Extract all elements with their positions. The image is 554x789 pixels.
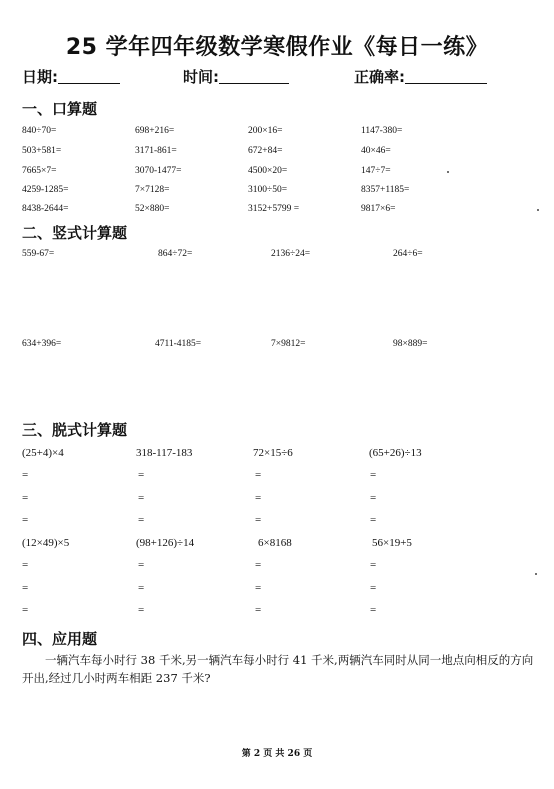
equals-sign: = — [138, 582, 145, 594]
oral-problem: 3100÷50= — [248, 185, 288, 195]
time-field — [183, 66, 289, 87]
stepwise-expression: (25+4)×4 — [22, 447, 64, 459]
oral-problem: 1147-380= — [361, 126, 403, 136]
oral-problem: 3070-1477= — [135, 166, 182, 176]
page-footer: 第 2 页 共 26 页 — [241, 749, 313, 759]
time-label: 时间: — [183, 68, 219, 86]
equals-sign: = — [138, 514, 145, 526]
equals-sign: = — [255, 469, 262, 481]
oral-problem: 147÷7= — [361, 166, 391, 176]
oral-problem: 8438-2644= — [22, 204, 69, 214]
equals-sign: = — [255, 582, 262, 594]
oral-problem: 3152+5799 = — [248, 204, 300, 214]
date-field — [22, 66, 120, 87]
vertical-problem: 864÷72= — [158, 249, 193, 259]
oral-problem: 698+216= — [135, 126, 175, 136]
accuracy-field — [354, 66, 487, 87]
equals-sign: = — [255, 559, 262, 571]
section-vertical-heading: 二、竖式计算题 — [22, 224, 128, 242]
equals-sign: = — [255, 514, 262, 526]
stepwise-expression: 6×8168 — [258, 537, 292, 549]
vertical-problem: 98×889= — [393, 339, 428, 349]
oral-problem: 200×16= — [248, 126, 283, 136]
vertical-problem: 634+396= — [22, 339, 62, 349]
date-blank — [58, 69, 120, 84]
equals-sign: = — [255, 604, 262, 616]
vertical-problem: 4711-4185= — [155, 339, 202, 349]
equals-sign: = — [138, 559, 145, 571]
scan-speck — [447, 171, 449, 173]
oral-problem: 40×46= — [361, 146, 391, 156]
stepwise-expression: (65+26)÷13 — [369, 447, 422, 459]
equals-sign: = — [22, 559, 29, 571]
equals-sign: = — [370, 514, 377, 526]
oral-problem: 7×7128= — [135, 185, 170, 195]
vertical-problem: 264÷6= — [393, 249, 423, 259]
vertical-problem: 2136÷24= — [271, 249, 311, 259]
oral-problem: 672+84= — [248, 146, 283, 156]
equals-sign: = — [22, 604, 29, 616]
oral-problem: 503+581= — [22, 146, 62, 156]
oral-problem: 52×880= — [135, 204, 170, 214]
equals-sign: = — [370, 492, 377, 504]
oral-problem: 4259-1285= — [22, 185, 69, 195]
equals-sign: = — [22, 582, 29, 594]
equals-sign: = — [22, 492, 29, 504]
time-blank — [219, 69, 289, 84]
page-title: 25 学年四年级数学寒假作业《每日一练》 — [65, 35, 489, 60]
equals-sign: = — [255, 492, 262, 504]
stepwise-expression: (98+126)÷14 — [136, 537, 195, 549]
oral-problem: 9817×6= — [361, 204, 396, 214]
oral-problem: 7665×7= — [22, 166, 57, 176]
equals-sign: = — [22, 514, 29, 526]
accuracy-blank — [405, 69, 487, 84]
equals-sign: = — [370, 604, 377, 616]
stepwise-expression: 318-117-183 — [136, 447, 193, 459]
oral-problem: 840÷70= — [22, 126, 57, 136]
oral-problem: 3171-861= — [135, 146, 177, 156]
section-oral-heading: 一、口算题 — [22, 100, 98, 118]
scan-speck — [537, 209, 539, 211]
vertical-problem: 559-67= — [22, 249, 55, 259]
stepwise-expression: 72×15÷6 — [253, 447, 293, 459]
oral-problem: 8357+1185= — [361, 185, 410, 195]
word-problem-text: 一辆汽车每小时行 38 千米,另一辆汽车每小时行 41 千米,两辆汽车同时从同一地点向相反的方向开出,经过几小时两车相距 237 千米? — [22, 653, 534, 685]
section-stepwise-heading: 三、脱式计算题 — [22, 421, 128, 439]
equals-sign: = — [22, 469, 29, 481]
stepwise-expression: 56×19+5 — [372, 537, 412, 549]
scan-speck — [535, 573, 537, 575]
equals-sign: = — [138, 492, 145, 504]
oral-problem: 4500×20= — [248, 166, 288, 176]
equals-sign: = — [370, 582, 377, 594]
equals-sign: = — [138, 604, 145, 616]
stepwise-expression: (12×49)×5 — [22, 537, 70, 549]
date-label: 日期: — [22, 68, 58, 86]
equals-sign: = — [138, 469, 145, 481]
equals-sign: = — [370, 469, 377, 481]
section-word-heading: 四、应用题 — [22, 630, 98, 648]
equals-sign: = — [370, 559, 377, 571]
vertical-problem: 7×9812= — [271, 339, 306, 349]
accuracy-label: 正确率: — [354, 68, 405, 86]
